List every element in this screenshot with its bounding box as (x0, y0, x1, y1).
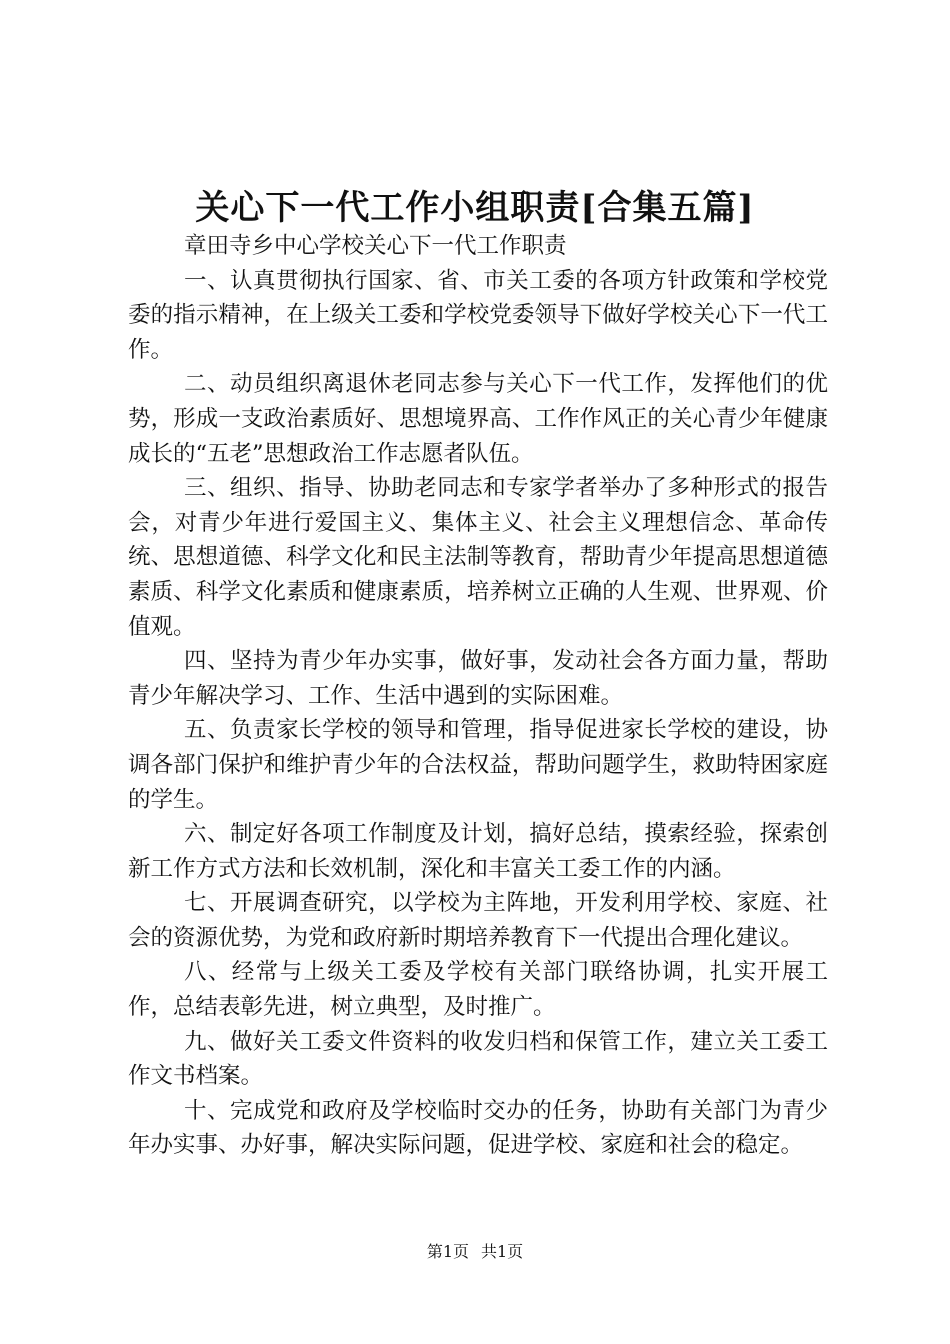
duty-paragraph-10: 十、完成党和政府及学校临时交办的任务，协助有关部门为青少年办实事、办好事，解决实际问题，促进学校、家庭和社会的稳定。 (128, 1097, 828, 1159)
page-footer (0, 1239, 950, 1265)
duty-paragraph-8: 八、经常与上级关工委及学校有关部门联络协调，扎实开展工作，总结表彰先进，树立典型，及时推广。 (128, 959, 828, 1021)
page-total: 共1页 (481, 1242, 524, 1261)
duty-paragraph-6: 六、制定好各项工作制度及计划，搞好总结，摸索经验，探索创新工作方式方法和长效机制，深化和丰富关工委工作的内涵。 (128, 821, 828, 882)
duty-paragraph-7: 七、开展调查研究，以学校为主阵地，开发利用学校、家庭、社会的资源优势，为党和政府新时期培养教育下一代提出合理化建议。 (128, 890, 828, 951)
document-body (128, 229, 828, 1163)
document-subtitle: 章田寺乡中心学校关心下一代工作职责 (184, 233, 567, 259)
duty-paragraph-1: 一、认真贯彻执行国家、省、市关工委的各项方针政策和学校党委的指示精神，在上级关工委和学校党委领导下做好学校关心下一代工作。 (128, 267, 828, 363)
document-title: 关心下一代工作小组职责[合集五篇] (195, 188, 755, 228)
page-number: 第1页 (426, 1242, 469, 1261)
duty-paragraph-2: 二、动员组织离退休老同志参与关心下一代工作，发挥他们的优势，形成一支政治素质好、思想境界高、工作作风正的关心青少年健康成长的“五老”思想政治工作志愿者队伍。 (128, 371, 828, 467)
duty-paragraph-5: 五、负责家长学校的领导和管理，指导促进家长学校的建设，协调各部门保护和维护青少年的合法权益，帮助问题学生，救助特困家庭的学生。 (128, 717, 828, 813)
duty-paragraph-4: 四、坚持为青少年办实事，做好事，发动社会各方面力量，帮助青少年解决学习、工作、生活中遇到的实际困难。 (128, 648, 828, 709)
duty-paragraph-3: 三、组织、指导、协助老同志和专家学者举办了多种形式的报告会，对青少年进行爱国主义、集体主义、社会主义理想信念、革命传统、思想道德、科学文化和民主法制等教育，帮助青少年提高思想道德素质、科学文化素质和健康素质，培养树立正确的人生观、世界观、价值观。 (128, 475, 828, 640)
duty-paragraph-9: 九、做好关工委文件资料的收发归档和保管工作，建立关工委工作文书档案。 (128, 1028, 828, 1090)
